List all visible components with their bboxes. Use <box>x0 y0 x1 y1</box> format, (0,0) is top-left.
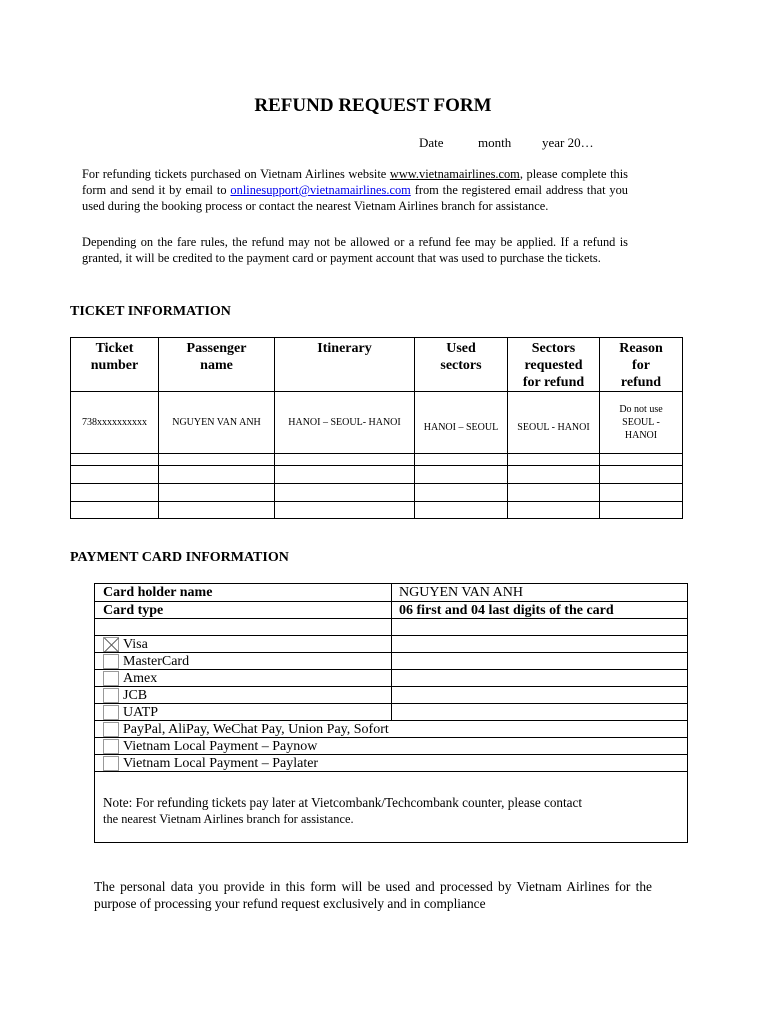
intro-text-b: , please complete this form and send it by email to <box>82 167 628 197</box>
option-mastercard <box>95 652 687 670</box>
table-row <box>71 466 683 484</box>
reason-cell[interactable]: Do not use SEOUL - HANOI <box>600 392 683 454</box>
year-label: year 20… <box>542 135 594 150</box>
option-ewallets <box>95 720 687 738</box>
payment-section-heading: PAYMENT CARD INFORMATION <box>70 550 289 565</box>
table-row <box>71 484 683 502</box>
uatp-label: UATP <box>123 705 159 720</box>
website-link[interactable]: www.vietnamairlines.com <box>389 167 520 181</box>
date-label: Date <box>419 135 444 150</box>
privacy-paragraph: The personal data you provide in this form will be used and processed by Vietnam Airlines for the purpose of processing your refund request exclusively and in compliance <box>94 879 652 911</box>
card-digits-label: 06 first and 04 last digits of the card <box>399 603 614 618</box>
header-itinerary: Itinerary <box>275 338 415 392</box>
support-email-link[interactable]: onlinesupport@vietnamairlines.com <box>230 183 411 197</box>
option-jcb <box>95 686 687 704</box>
table-row <box>71 502 683 519</box>
ewallets-label: PayPal, AliPay, WeChat Pay, Union Pay, Sofort <box>123 722 389 737</box>
passenger-name-cell[interactable]: NGUYEN VAN ANH <box>159 392 275 454</box>
header-ticket-number: Ticket number <box>71 338 159 392</box>
table-row <box>71 454 683 466</box>
option-amex <box>95 669 687 687</box>
sectors-requested-cell[interactable]: SEOUL - HANOI <box>508 392 600 454</box>
ticket-section-heading: TICKET INFORMATION <box>70 304 231 319</box>
ticket-header-row <box>71 338 683 392</box>
option-paynow <box>95 737 687 755</box>
paynow-label: Vietnam Local Payment – Paynow <box>123 739 318 754</box>
note-line-1: Note: For refunding tickets pay later at Vietcombank/Techcombank counter, please contact <box>103 795 583 810</box>
paynow-checkbox[interactable] <box>103 739 119 754</box>
ewallets-checkbox[interactable] <box>103 722 119 737</box>
ticket-table <box>70 337 683 519</box>
table-row <box>71 392 683 454</box>
card-holder-value[interactable]: NGUYEN VAN ANH <box>399 585 523 600</box>
note-line-2: the nearest Vietnam Airlines branch for assistance. <box>103 812 354 826</box>
header-used-sectors: Used sectors <box>415 338 508 392</box>
jcb-checkbox[interactable] <box>103 688 119 703</box>
option-uatp <box>95 703 687 721</box>
divider <box>95 771 687 772</box>
card-type-label: Card type <box>103 603 164 618</box>
card-holder-label: Card holder name <box>103 585 213 600</box>
intro-paragraph-2: Depending on the fare rules, the refund may not be allowed or a refund fee may be applied. If a refund is granted, it will be credited to the payment card or payment account that was used to purchase the tickets. <box>82 235 628 265</box>
used-sectors-cell[interactable]: HANOI – SEOUL <box>415 392 508 454</box>
visa-label: Visa <box>123 637 148 652</box>
card-holder-row <box>95 584 687 601</box>
payment-note <box>103 794 683 828</box>
paylater-label: Vietnam Local Payment – Paylater <box>123 756 319 771</box>
header-reason: Reason for refund <box>600 338 683 392</box>
mastercard-label: MasterCard <box>123 654 190 669</box>
intro-text-c: from the registered email address that you used during the booking process or contact the nearest Vietnam Airlines branch for assistance. <box>82 183 629 213</box>
visa-checkbox[interactable] <box>103 637 119 652</box>
month-label: month <box>478 135 512 150</box>
intro-text-a: For refunding tickets purchased on Vietnam Airlines website <box>82 167 390 181</box>
option-visa <box>95 635 687 653</box>
jcb-label: JCB <box>123 688 148 703</box>
amex-checkbox[interactable] <box>103 671 119 686</box>
header-sectors-requested: Sectors requested for refund <box>508 338 600 392</box>
form-title: REFUND REQUEST FORM <box>254 95 492 116</box>
paylater-checkbox[interactable] <box>103 756 119 771</box>
itinerary-cell[interactable]: HANOI – SEOUL- HANOI <box>275 392 415 454</box>
header-passenger-name: Passenger name <box>159 338 275 392</box>
card-type-row <box>95 601 687 619</box>
mastercard-checkbox[interactable] <box>103 654 119 669</box>
option-paylater <box>95 754 687 772</box>
blank-row <box>95 618 687 636</box>
ticket-number-cell[interactable]: 738xxxxxxxxxx <box>71 392 159 454</box>
amex-label: Amex <box>123 671 158 686</box>
uatp-checkbox[interactable] <box>103 705 119 720</box>
intro-paragraph-1 <box>82 166 628 214</box>
payment-card-box <box>94 583 688 843</box>
